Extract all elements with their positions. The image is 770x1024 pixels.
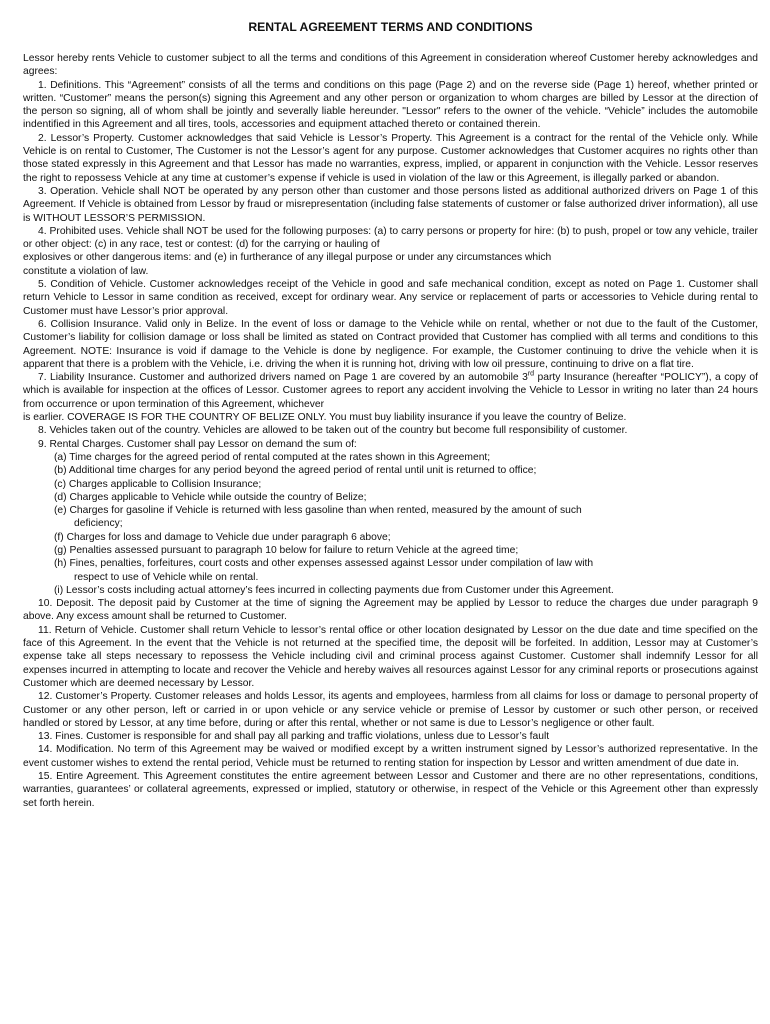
clause-6-collision-insurance: 6. Collision Insurance. Valid only in Belize. In the event of loss or damage to the Vehicle while on rental, whether or not due to the fault of the Customer, Customer’s liability for collision damage or loss shall be limited as stated on Contract provided that Customer has complied with all terms and conditions to this Agreement. NOTE: Insurance is void if damage to the Vehicle is done by negligence. For example, the Customer continuing to drive the vehicle when it is apparent that there is a problem with the Vehicle, i.e. driving the when it is running hot, driving with low oil pressure, continuing to drive on a flat tire. xyxy=(23,318,758,370)
clause-10-deposit: 10. Deposit. The deposit paid by Customer at the time of signing the Agreement may be applied by Lessor to reduce the charges due under paragraph 9 above. Any excess amount shall be returned to Customer. xyxy=(23,598,758,623)
clause-1-definitions: 1. Definitions. This “Agreement” consists of all the terms and conditions on this page (Page 2) and on the reverse side (Page 1) hereof, whether printed or written. “Customer” means the person(s) signing this Agreement and any other person or organization to whom charges are billed by Lessor at the direction of the person so signing, all of whom shall be jointly and severally liable hereunder. "Lessor" refers to the owner of the vehicle. “Vehicle” includes the automobile indentified in this Agreement and all tires, tools, accessories and equipment attached thereto or contained therein. xyxy=(23,79,758,131)
clause-7-superscript: rd xyxy=(527,370,535,378)
list-item-continuation: respect to use of Vehicle while on rental. xyxy=(74,571,259,583)
clause-7-text xyxy=(23,371,758,411)
list-item: (a) Time charges for the agreed period of rental computed at the rates shown in this Agreement; xyxy=(54,451,491,463)
list-item: (d) Charges applicable to Vehicle while outside the country of Belize; xyxy=(54,491,367,503)
list-item: (e) Charges for gasoline if Vehicle is returned with less gasoline than when rented, measured by the amount of such xyxy=(54,505,582,517)
clause-12-customers-property: 12. Customer’s Property. Customer releases and holds Lessor, its agents and employees, harmless from all claims for loss or damage to personal property of Customer or any other person, left or carried in or upon vehicle or any service vehicle or premise of Lessor by customer or such other person, or received handled or stored by Lessor, at any time before, during or after this rental, whether or not same is due to Lessor’s negligence or other fault. xyxy=(23,691,758,729)
list-item: (g) Penalties assessed pursuant to paragraph 10 below for failure to return Vehicle at the agreed time; xyxy=(54,544,519,556)
clause-7-post: party Insurance (hereafter “POLICY”), a copy of which is available for inspection at the offices of Lessor. Customer agrees to report any accident involving the Vehicle to Lessor in writing no later than 24 hours from occurrence or upon termination of this Agreement, whichever xyxy=(23,372,758,410)
clause-7-liability-insurance xyxy=(23,371,758,424)
list-item: (h) Fines, penalties, forfeitures, court costs and other expenses assessed against Lessor under compilation of law with xyxy=(54,558,594,570)
list-item: (c) Charges applicable to Collision Insurance; xyxy=(54,478,262,490)
list-item-continuation: deficiency; xyxy=(74,518,123,530)
clause-4-line-3: constitute a violation of law. xyxy=(23,265,149,277)
clause-8-out-of-country: 8. Vehicles taken out of the country. Vehicles are allowed to be taken out of the country but become full responsibility of customer. xyxy=(38,425,628,437)
clause-7-pre: 7. Liability Insurance. Customer and authorized drivers named on Page 1 are covered by an automobile 3 xyxy=(38,372,528,384)
clause-4-line-2: explosives or other dangerous items: and (e) in furtherance of any illegal purpose or under any circumstances which xyxy=(23,252,552,264)
clause-9-list xyxy=(23,451,758,584)
clause-7-continuation: is earlier. COVERAGE IS FOR THE COUNTRY OF BELIZE ONLY. You must buy liability insurance if you leave the country of Belize. xyxy=(23,412,627,424)
list-item: (b) Additional time charges for any period beyond the agreed period of rental until unit is returned to office; xyxy=(54,465,537,477)
clause-4-prohibited-uses xyxy=(23,225,758,278)
list-item: (f) Charges for loss and damage to Vehicle due under paragraph 6 above; xyxy=(54,531,391,543)
clause-9-item-i: (i) Lessor’s costs including actual attorney’s fees incurred in collecting payments due from Customer under this Agreement. xyxy=(54,584,614,596)
clause-2-lessors-property: 2. Lessor’s Property. Customer acknowledges that said Vehicle is Lessor’s Property. This Agreement is a contract for the rental of the Vehicle only. While Vehicle is on rental to Customer, The Customer is not the Lessor’s agent for any purpose. Customer acknowledges that Customer acquires no rights other than those stated expressly in this Agreement and that Lessor has made no warranties, express, implied, or apparent in conjunction with the Vehicle. Lessor reserves the right to repossess Vehicle at any time at customer’s expense if vehicle is used in violation of the law or this Agreement, is illegally parked or abandon. xyxy=(23,132,758,184)
page-title: RENTAL AGREEMENT TERMS AND CONDITIONS xyxy=(248,20,533,34)
clause-14-modification: 14. Modification. No term of this Agreement may be waived or modified except by a written instrument signed by Lessor’s authorized representative. In the event customer wishes to extend the rental period, Vehicle must be returned to renting station for inspection by Lessor and written amendment of due date in. xyxy=(23,744,758,769)
clause-3-operation: 3. Operation. Vehicle shall NOT be operated by any person other than customer and those persons listed as additional authorized drivers on Page 1 of this Agreement. If Vehicle is obtained from Lessor by fraud or misrepresentation (including false statements of customer or false authorized driver information), all use is WITHOUT LESSOR’S PERMISSION. xyxy=(23,185,758,224)
clause-5-condition: 5. Condition of Vehicle. Customer acknowledges receipt of the Vehicle in good and safe mechanical condition, except as noted on Page 1. Customer shall return Vehicle to Lessor in same condition as received, except for ordinary wear. Any service or replacement of parts or accessories to Vehicle during rental to Customer must have Lessor’s prior approval. xyxy=(23,279,758,317)
clause-13-fines: 13. Fines. Customer is responsible for and shall pay all parking and traffic violations, unless due to Lessor’s fault xyxy=(38,731,550,743)
intro-paragraph: Lessor hereby rents Vehicle to customer subject to all the terms and conditions of this Agreement in consideration whereof Customer hereby acknowledges and agrees: xyxy=(23,53,758,78)
clause-9-rental-charges: 9. Rental Charges. Customer shall pay Lessor on demand the sum of: xyxy=(38,438,357,450)
clause-4-line-1: 4. Prohibited uses. Vehicle shall NOT be used for the following purposes: (a) to carry persons or property for hire: (b) to push, propel or tow any vehicle, trailer or other object: (c) in any race, test or contest: (d) for the carrying or hauling of xyxy=(23,225,758,251)
clause-15-entire-agreement: 15. Entire Agreement. This Agreement constitutes the entire agreement between Lessor and Customer and there are no other representations, conditions, warranties, guarantees’ or collateral agreements, expressed or implied, statutory or otherwise, in respect of the Vehicle or this Agreement other than expressly set forth herein. xyxy=(23,771,758,809)
clause-11-return: 11. Return of Vehicle. Customer shall return Vehicle to lessor’s rental office or other location designated by Lessor on the due date and time specified on the face of this Agreement. In the event that the Vehicle is not returned at the specified time, the deposit will be forfeited. In addition, Lessor may at Customer’s expense take all steps necessary to repossess the Vehicle including civil and criminal process against Customer. Customer shall indemnify Lessor for all expenses incurred in attempting to locate and recover the Vehicle and hereby waives all resources against Lessor for any criminal reports or prosecutions against Customer which are deemed necessary by Lessor. xyxy=(23,624,758,689)
